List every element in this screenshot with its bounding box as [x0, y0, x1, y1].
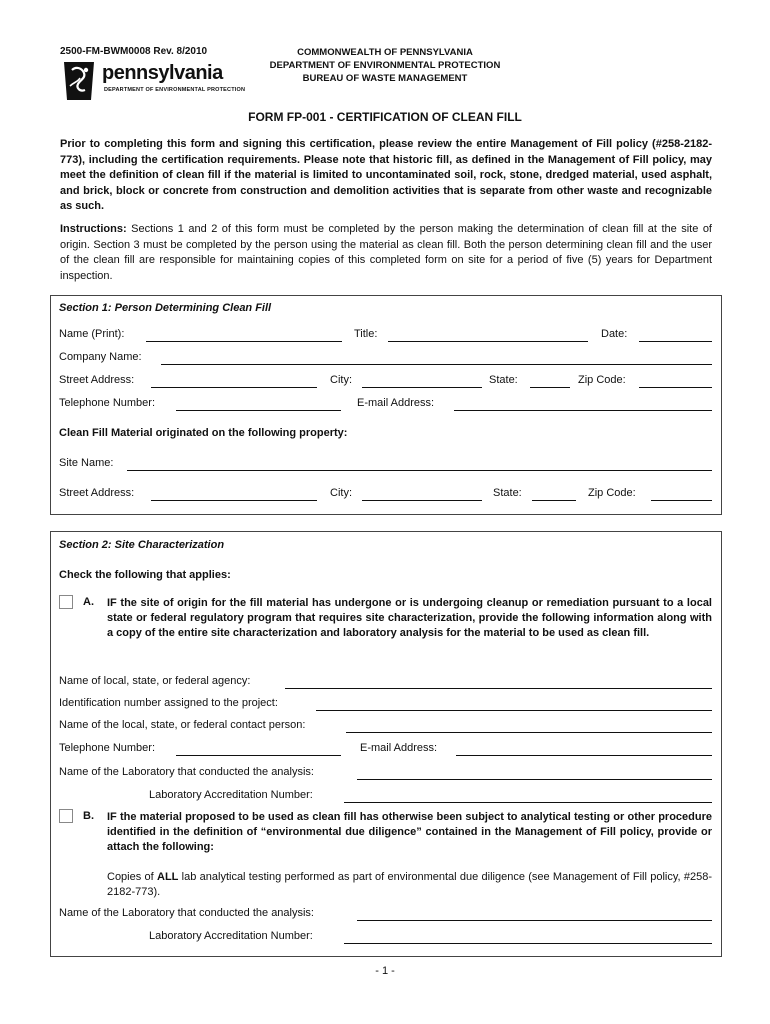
site-zip-label: Zip Code: — [588, 487, 636, 499]
instructions-paragraph — [60, 222, 712, 284]
zip-label: Zip Code: — [578, 374, 626, 386]
copies-pre: Copies of — [107, 871, 157, 883]
agency-line-1: COMMONWEALTH OF PENNSYLVANIA — [297, 47, 473, 58]
page-number: - 1 - — [375, 965, 395, 977]
street-label: Street Address: — [59, 374, 135, 386]
accreditation-label: Laboratory Accreditation Number: — [149, 789, 313, 801]
site-state-field[interactable] — [532, 500, 576, 501]
lab2-name-field[interactable] — [357, 920, 712, 921]
zip-field[interactable] — [639, 387, 712, 388]
email-label: E-mail Address: — [357, 397, 435, 409]
option-a-checkbox[interactable] — [59, 595, 73, 609]
form-title: FORM FP-001 - CERTIFICATION OF CLEAN FILL — [248, 110, 522, 124]
company-label: Company Name: — [59, 351, 142, 363]
keystone-logo-icon — [60, 60, 98, 102]
date-label: Date: — [601, 328, 628, 340]
email-field[interactable] — [454, 410, 712, 411]
option-b-text: IF the material proposed to be used as clean fill has otherwise been subject to analytical testing or other procedure identified in the definition of “environmental due diligence” contained in the Management of Fill policy, provide or attach the following: — [107, 811, 712, 853]
copies-post: lab analytical testing performed as part of environmental due diligence (see Management of Fill policy, #258-2182-773). — [107, 871, 713, 898]
s2-email-field[interactable] — [456, 755, 712, 756]
contact-person-label: Name of the local, state, or federal contact person: — [59, 719, 306, 731]
s2-phone-label: Telephone Number: — [59, 742, 156, 754]
name-field[interactable] — [146, 341, 342, 342]
logo-wordmark: pennsylvania — [102, 62, 223, 84]
accreditation2-label: Laboratory Accreditation Number: — [149, 930, 313, 942]
id-number-field[interactable] — [316, 710, 712, 711]
street-field[interactable] — [151, 387, 317, 388]
pa-logo — [60, 60, 250, 100]
site-name-field[interactable] — [127, 470, 712, 471]
option-b-checkbox[interactable] — [59, 809, 73, 823]
form-number: 2500-FM-BWM0008 Rev. 8/2010 — [60, 46, 208, 57]
lab-name-field[interactable] — [357, 779, 712, 780]
state-label: State: — [489, 374, 518, 386]
option-b-letter: B. — [83, 810, 94, 822]
agency-line-2: DEPARTMENT OF ENVIRONMENTAL PROTECTION — [269, 60, 501, 71]
lab2-name-label: Name of the Laboratory that conducted the analysis: — [59, 907, 314, 919]
property-heading: Clean Fill Material originated on the following property: — [59, 427, 348, 439]
state-field[interactable] — [530, 387, 570, 388]
phone-label: Telephone Number: — [59, 397, 156, 409]
instructions-label: Instructions: — [60, 223, 127, 235]
title-label: Title: — [354, 328, 378, 340]
s2-phone-field[interactable] — [176, 755, 341, 756]
phone-field[interactable] — [176, 410, 341, 411]
contact-person-field[interactable] — [346, 732, 712, 733]
city-label: City: — [330, 374, 352, 386]
site-street-field[interactable] — [151, 500, 317, 501]
site-city-field[interactable] — [362, 500, 482, 501]
city-field[interactable] — [362, 387, 482, 388]
logo-subtitle: DEPARTMENT OF ENVIRONMENTAL PROTECTION — [104, 87, 246, 93]
id-number-label: Identification number assigned to the project: — [59, 697, 278, 709]
option-a-letter: A. — [83, 596, 94, 608]
lab-name-label: Name of the Laboratory that conducted the analysis: — [59, 766, 314, 778]
agency-name-label: Name of local, state, or federal agency: — [59, 675, 251, 687]
title-field[interactable] — [388, 341, 588, 342]
date-field[interactable] — [639, 341, 712, 342]
copies-all: ALL — [157, 871, 179, 883]
site-name-label: Site Name: — [59, 457, 114, 469]
intro-paragraph: Prior to completing this form and signing this certification, please review the entire Management of Fill policy (#258-2182-773), including the certification requirements. Please note that historic fill, as defined in the Management of Fill policy, may meet the definition of clean fill if the material is limited to uncontaminated soil, rock, stone, dredged material, used asphalt, and brick, block or concrete from construction and demolition activities that is separate from other waste and recognizable as such. — [60, 138, 712, 212]
instructions-text: Sections 1 and 2 of this form must be completed by the person making the determination of clean fill at the site of origin. Section 3 must be completed by the person using the material as clean fill. Both the person determining clean fill and the user of the clean fill are responsible for maintaining copies of this completed form on site for a period of five (5) years for Department inspection. — [60, 223, 712, 282]
s2-email-label: E-mail Address: — [360, 742, 438, 754]
site-city-label: City: — [330, 487, 352, 499]
accreditation2-field[interactable] — [344, 943, 712, 944]
section-2-heading: Section 2: Site Characterization — [59, 539, 225, 551]
site-street-label: Street Address: — [59, 487, 135, 499]
agency-block — [240, 46, 530, 85]
check-heading: Check the following that applies: — [59, 569, 231, 581]
copies-paragraph — [107, 870, 712, 900]
section-1-heading: Section 1: Person Determining Clean Fill — [59, 302, 272, 314]
site-state-label: State: — [493, 487, 522, 499]
agency-line-3: BUREAU OF WASTE MANAGEMENT — [302, 73, 468, 84]
name-label: Name (Print): — [59, 328, 125, 340]
agency-name-field[interactable] — [285, 688, 712, 689]
site-zip-field[interactable] — [651, 500, 712, 501]
accreditation-field[interactable] — [344, 802, 712, 803]
company-field[interactable] — [161, 364, 712, 365]
option-a-text: IF the site of origin for the fill material has undergone or is undergoing cleanup or remediation pursuant to a local state or federal regulatory program that requires site characterization, provide the following information along with a copy of the entire site characterization and laboratory analysis for the material to be used as clean fill. — [107, 597, 712, 639]
